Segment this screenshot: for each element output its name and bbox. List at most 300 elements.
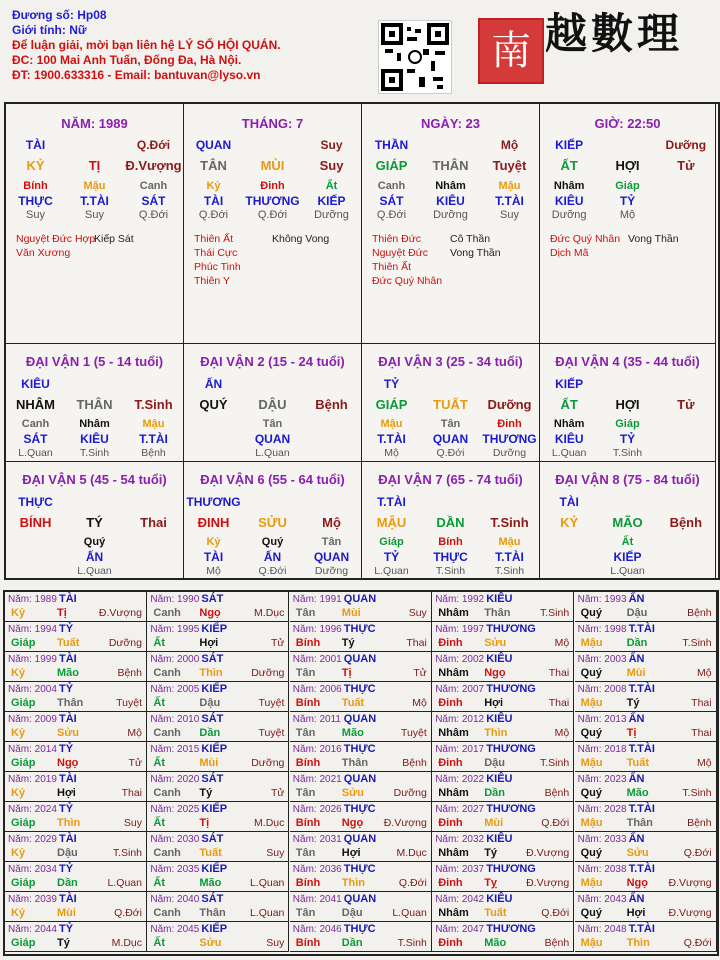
branch: Mão <box>57 667 79 679</box>
value-cell: QUÝ <box>199 397 228 412</box>
value-cell: TUẤT <box>433 397 468 412</box>
stem: Quý <box>580 847 602 859</box>
branch: Mùi <box>341 607 361 619</box>
life-stage: Thai <box>691 727 712 739</box>
value-cell: Canh <box>139 180 168 192</box>
value-cell: TÀI <box>203 550 224 564</box>
value-cell: TÂN <box>200 158 227 173</box>
stem: Nhâm <box>438 907 469 919</box>
life-stage: Thai <box>548 667 570 679</box>
value-cell: T.TÀI <box>139 432 168 446</box>
value-cell: Suy <box>26 209 45 221</box>
branch: Hợi <box>341 847 361 859</box>
ten-god: THỰC <box>343 743 376 755</box>
spacer <box>124 495 182 509</box>
dai-van-title: ĐẠI VẬN 6 (55 - 64 tuổi) <box>200 472 345 487</box>
year-label: Năm: 2040 <box>150 894 200 905</box>
value-cell: Tử <box>677 158 695 173</box>
life-stage: Bệnh <box>544 787 570 799</box>
year-label: Năm: 2039 <box>8 894 57 905</box>
annual-cell <box>147 892 289 922</box>
year-label: Năm: 2006 <box>292 684 342 695</box>
subject-id: Đương số: Hp08 <box>12 8 107 22</box>
value-cell: L.Quan <box>77 565 112 577</box>
life-stage: Mộ <box>127 727 142 739</box>
year-label: Năm: 2036 <box>292 864 342 875</box>
value-cell: T.TÀI <box>80 194 109 208</box>
life-stage: Đ.Vượng <box>98 607 142 619</box>
branch: Tỵ <box>484 877 498 889</box>
stem: Ất <box>153 637 165 649</box>
annual-cell <box>290 742 432 772</box>
star-note: Thiên Y <box>194 275 230 287</box>
value-cell: T.TÀI <box>495 550 524 564</box>
value-row <box>540 515 715 530</box>
stem: Kỷ <box>11 667 26 679</box>
year-label: Năm: 1991 <box>292 594 342 605</box>
branch: Mùi <box>57 907 76 919</box>
dai-van-top <box>540 495 715 509</box>
year-label: Năm: 2032 <box>435 834 485 845</box>
value-cell: KỶ <box>560 515 579 530</box>
branch: Tị <box>626 727 637 739</box>
branch: Ngọ <box>341 817 364 829</box>
year-label: Năm: 2045 <box>150 924 200 935</box>
value-row <box>540 447 715 459</box>
life-stage: Tử <box>413 667 427 679</box>
life-stage: L.Quan <box>249 877 285 889</box>
annual-cell <box>575 862 717 892</box>
year-label: Năm: 2021 <box>292 774 342 785</box>
value-row <box>540 418 715 430</box>
annual-cell <box>147 772 289 802</box>
annual-cell <box>290 832 432 862</box>
stem: Canh <box>153 607 181 619</box>
value-row <box>362 158 539 173</box>
value-cell: Nhâm <box>553 180 585 192</box>
address: ĐC: 100 Mai Anh Tuấn, Đống Đa, Hà Nội. <box>12 53 242 67</box>
life-stage: Dưỡng <box>251 757 285 769</box>
branch: Dậu <box>626 607 648 619</box>
annual-cell <box>432 742 574 772</box>
value-cell: T.Sinh <box>79 447 110 459</box>
spacer <box>243 377 301 391</box>
value-cell: T.TÀI <box>377 432 406 446</box>
branch: Ngọ <box>484 667 506 679</box>
value-cell: KỶ <box>26 158 45 173</box>
stem: Canh <box>153 787 181 799</box>
annual-cell <box>147 682 289 712</box>
value-cell: Quý <box>83 536 106 548</box>
value-row <box>184 515 361 530</box>
value-cell: Ất <box>325 180 338 192</box>
value-row <box>540 180 715 192</box>
value-row <box>6 180 183 192</box>
value-cell: T.Sinh <box>612 447 643 459</box>
year-label: Năm: 2028 <box>577 804 627 815</box>
value-row <box>540 194 715 208</box>
value-row <box>6 447 183 459</box>
stem: Bính <box>295 637 321 649</box>
annual-cell <box>575 592 717 622</box>
value-row <box>184 194 361 208</box>
value-cell: Tân <box>440 418 461 430</box>
stem: Tân <box>295 787 316 799</box>
stem: Đinh <box>438 817 463 829</box>
value-row <box>184 418 361 430</box>
phone-email: ĐT: 1900.633316 - Email: bantuvan@lyso.vn <box>12 68 261 82</box>
stem: Mậu <box>580 637 603 649</box>
value-row <box>362 536 539 548</box>
stem: Đinh <box>438 637 463 649</box>
value-cell: Mậu <box>142 418 165 430</box>
stem: Đinh <box>438 697 463 709</box>
life-stage: T.Sinh <box>540 607 570 619</box>
annual-cell <box>432 622 574 652</box>
value-cell: Mộ <box>384 447 399 459</box>
branch: Tị <box>341 667 352 679</box>
branch: Tý <box>341 637 355 649</box>
branch: Ngọ <box>57 757 79 769</box>
annual-cell <box>575 772 717 802</box>
branch: Tý <box>199 787 213 799</box>
year-label: Năm: 2004 <box>8 684 57 695</box>
ten-god: ẤN <box>628 773 645 785</box>
life-stage: L.Quan <box>392 907 427 919</box>
value-cell: ĐINH <box>197 515 230 530</box>
value-cell <box>421 138 479 152</box>
ten-god: T.TÀI <box>628 623 655 635</box>
ten-god: THƯƠNG <box>186 495 241 509</box>
value-cell: Mậu <box>498 536 521 548</box>
branch: Thìn <box>626 937 650 949</box>
value-row <box>362 565 539 577</box>
life-stage: Đ.Vượng <box>526 847 570 859</box>
star-note: Thiên Đức <box>372 233 422 245</box>
annual-cell <box>147 862 289 892</box>
contact-invite: Để luận giải, mời bạn liên hệ LÝ SỐ HỘI QUÁN. <box>12 38 281 52</box>
value-cell: Suy <box>500 209 519 221</box>
annual-cell <box>575 922 717 952</box>
value-cell <box>599 138 657 152</box>
value-row <box>6 432 183 446</box>
annual-cell <box>290 682 432 712</box>
year-label: Năm: 2020 <box>150 774 200 785</box>
star-note: Thiên Ất <box>372 261 412 273</box>
branch: Thân <box>199 907 226 919</box>
stem: Tân <box>295 907 316 919</box>
year-label: Năm: 2007 <box>435 684 485 695</box>
value-cell: Q.Đới <box>376 209 407 221</box>
star-note: Cô Thần <box>450 233 491 245</box>
life-stage: Suy <box>123 817 142 829</box>
dai-van-top <box>184 377 361 391</box>
life-stage: Tuyệt <box>258 727 285 739</box>
stem: Quý <box>580 667 602 679</box>
ten-god: QUAN <box>343 773 377 785</box>
value-cell: Nhâm <box>79 418 110 430</box>
stem: Mậu <box>580 877 603 889</box>
ten-god: KIÊU <box>486 773 513 785</box>
life-stage: Q.Đới <box>398 877 427 889</box>
branch: Thân <box>57 697 84 709</box>
life-stage: Tuyệt <box>258 697 285 709</box>
value-cell: Q.Đới <box>257 209 288 221</box>
life-stage: Mộ <box>554 727 570 739</box>
branch: Dậu <box>341 907 363 919</box>
value-cell <box>124 565 182 577</box>
annual-cell <box>147 742 289 772</box>
stem: Kỷ <box>11 787 26 799</box>
annual-cell <box>432 802 574 832</box>
year-label: Năm: 2038 <box>577 864 627 875</box>
value-cell: THƯƠNG <box>245 194 300 208</box>
value-cell <box>243 138 301 152</box>
value-row <box>184 447 361 459</box>
value-cell: Mậu <box>83 180 106 192</box>
value-cell: MẬU <box>376 515 407 530</box>
dai-van-title: ĐẠI VẬN 1 (5 - 14 tuổi) <box>25 354 164 369</box>
ten-god: THỰC <box>343 863 376 875</box>
ten-god: T.TÀI <box>377 495 406 509</box>
ten-god: THƯƠNG <box>486 743 536 755</box>
stem: Giáp <box>11 817 36 829</box>
value-row <box>6 565 183 577</box>
annual-cell <box>147 592 289 622</box>
dai-van-title: ĐẠI VẬN 4 (35 - 44 tuổi) <box>555 354 700 369</box>
star-note: Nguyệt Đức Hợp <box>16 233 96 245</box>
star-note: Thiên Ất <box>194 233 234 245</box>
ten-god: KIÊU <box>486 653 513 665</box>
life-stage: Thai <box>691 697 712 709</box>
dai-van-cell <box>540 462 716 580</box>
ten-god: THỰC <box>343 683 376 695</box>
year-label: Năm: 1990 <box>150 594 200 605</box>
branch: Mùi <box>199 757 219 769</box>
value-cell: KIÊU <box>80 432 109 446</box>
ten-god: ẤN <box>628 893 645 905</box>
pillar-cell <box>6 104 184 344</box>
value-cell: QUAN <box>195 138 232 152</box>
year-label: Năm: 2015 <box>150 744 200 755</box>
year-label: Năm: 1993 <box>577 594 627 605</box>
value-cell: BÍNH <box>19 515 52 530</box>
value-row <box>362 209 539 221</box>
value-cell: ẤN <box>263 550 282 564</box>
ten-god: TỶ <box>59 923 74 935</box>
ten-god: TỶ <box>59 683 74 695</box>
branch: Tý <box>484 847 498 859</box>
value-cell: Đinh <box>260 180 285 192</box>
dai-van-top <box>362 377 539 391</box>
ten-god: SÁT <box>201 653 224 665</box>
year-label: Năm: 2014 <box>8 744 57 755</box>
branch: Dậu <box>199 697 221 709</box>
stem: Ất <box>153 697 165 709</box>
value-cell: HỢI <box>615 158 640 173</box>
ten-god: TÀI <box>559 495 579 509</box>
value-cell: Kỷ <box>206 180 221 192</box>
ten-god: KIẾP <box>201 743 228 755</box>
annual-cell <box>5 802 147 832</box>
life-stage: Tuyệt <box>116 697 142 709</box>
qr-code[interactable] <box>378 20 452 94</box>
value-cell: GIÁP <box>375 397 408 412</box>
spacer <box>480 495 538 509</box>
value-cell: KIÊU <box>554 432 584 446</box>
year-label: Năm: 1989 <box>8 594 57 605</box>
value-row <box>362 550 539 564</box>
value-cell: Mộ <box>619 209 636 221</box>
value-cell: HỢI <box>615 397 640 412</box>
stem: Quý <box>580 787 602 799</box>
value-cell: THỰC <box>18 194 53 208</box>
star-note: Văn Xương <box>16 247 71 259</box>
life-stage: Bệnh <box>687 607 712 619</box>
stem: Giáp <box>11 877 36 889</box>
annual-cell <box>575 742 717 772</box>
value-cell <box>184 447 242 459</box>
stem: Bính <box>295 877 321 889</box>
life-stage: Q.Đới <box>683 937 712 949</box>
annual-cell <box>290 862 432 892</box>
ten-god: TỶ <box>59 743 74 755</box>
star-note: Nguyệt Đức <box>372 247 429 259</box>
branch: Thân <box>341 757 369 769</box>
spacer <box>302 495 360 509</box>
value-cell: GIÁP <box>375 158 408 173</box>
value-cell: KIÊU <box>554 194 584 208</box>
ten-god: QUAN <box>343 713 377 725</box>
stem: Kỷ <box>11 907 26 919</box>
life-stage: Thai <box>121 787 142 799</box>
annual-cell <box>5 742 147 772</box>
value-cell: QUAN <box>313 550 350 564</box>
value-cell: Q.Đới <box>138 209 169 221</box>
stem: Bính <box>295 937 321 949</box>
annual-cell <box>432 892 574 922</box>
ten-god: SÁT <box>201 593 224 605</box>
value-cell <box>6 536 64 548</box>
value-cell: QUAN <box>254 432 291 446</box>
dai-van-cell <box>184 462 362 580</box>
life-stage: Mộ <box>412 697 427 709</box>
ten-god: T.TÀI <box>628 863 655 875</box>
year-label: Năm: 2033 <box>577 834 627 845</box>
ten-god: SÁT <box>201 893 224 905</box>
annual-cell <box>432 922 574 952</box>
value-cell: T.Sinh <box>435 565 466 577</box>
year-label: Năm: 1999 <box>8 654 57 665</box>
year-label: Năm: 2022 <box>435 774 485 785</box>
year-label: Năm: 2035 <box>150 864 200 875</box>
stem: Kỷ <box>11 607 26 619</box>
dai-van-title: ĐẠI VẬN 5 (45 - 54 tuổi) <box>22 472 167 487</box>
value-cell: KIẾP <box>555 138 584 152</box>
spacer <box>599 495 657 509</box>
ten-god: THỰC <box>18 495 53 509</box>
annual-cell <box>5 892 147 922</box>
annual-cell <box>290 772 432 802</box>
stem: Tân <box>295 607 316 619</box>
branch: Tuất <box>57 637 80 649</box>
value-cell: Tân <box>262 418 283 430</box>
annual-cell <box>432 592 574 622</box>
life-stage: Tử <box>128 757 142 769</box>
year-label: Năm: 2024 <box>8 804 57 815</box>
value-cell <box>124 536 182 548</box>
brand-logo: 越數理 <box>545 9 684 58</box>
ten-god: TÀI <box>59 773 77 785</box>
life-stage: Bệnh <box>544 937 570 949</box>
value-row <box>184 397 361 412</box>
year-label: Năm: 2029 <box>8 834 57 845</box>
star-note: Đức Quý Nhân <box>372 275 443 287</box>
annual-cell <box>575 682 717 712</box>
life-stage: Suy <box>408 607 427 619</box>
ten-god: KIÊU <box>486 713 513 725</box>
dai-van-title: ĐẠI VẬN 2 (15 - 24 tuổi) <box>200 354 345 369</box>
value-cell <box>6 565 64 577</box>
spacer <box>657 377 715 391</box>
year-label: Năm: 2044 <box>8 924 57 935</box>
stem: Quý <box>580 727 602 739</box>
year-label: Năm: 2002 <box>435 654 485 665</box>
ten-god: TÀI <box>59 653 77 665</box>
annual-cell <box>575 622 717 652</box>
value-cell <box>657 536 715 548</box>
value-cell <box>540 550 598 564</box>
ten-god: SÁT <box>201 773 224 785</box>
value-cell: MÙI <box>260 158 285 173</box>
ten-god: THƯƠNG <box>486 683 536 695</box>
value-row <box>6 138 183 152</box>
dai-van-cell <box>6 462 184 580</box>
stem: Kỷ <box>11 727 26 739</box>
value-row <box>6 515 183 530</box>
stem: Nhâm <box>438 787 469 799</box>
branch: Ngọ <box>199 607 221 619</box>
value-cell <box>184 432 242 446</box>
life-stage: M.Dục <box>254 817 285 829</box>
year-label: Năm: 2008 <box>577 684 627 695</box>
value-cell: Suy <box>319 158 344 173</box>
branch: Thân <box>484 607 511 619</box>
stem: Mậu <box>580 937 603 949</box>
dai-van-title: ĐẠI VẬN 3 (25 - 34 tuổi) <box>378 354 523 369</box>
life-stage: Q.Đới <box>683 847 712 859</box>
year-label: Năm: 2043 <box>577 894 627 905</box>
branch: Dần <box>626 637 648 649</box>
annual-cell <box>290 652 432 682</box>
value-cell <box>657 432 715 446</box>
star-note: Đức Quý Nhân <box>550 233 621 245</box>
branch: Sửu <box>341 787 364 799</box>
ten-god: QUAN <box>343 593 377 605</box>
year-label: Năm: 2034 <box>8 864 57 875</box>
dai-van-cell <box>184 344 362 462</box>
value-cell: L.Quan <box>610 565 645 577</box>
year-label: Năm: 2047 <box>435 924 485 935</box>
value-row <box>362 515 539 530</box>
life-stage: Đ.Vượng <box>383 817 427 829</box>
value-row <box>6 209 183 221</box>
branch: Hợi <box>57 787 76 799</box>
value-cell: T.Sinh <box>490 515 529 530</box>
dai-van-cell <box>362 344 540 462</box>
annual-luck-table <box>3 590 719 956</box>
value-cell: Dưỡng <box>665 138 707 152</box>
